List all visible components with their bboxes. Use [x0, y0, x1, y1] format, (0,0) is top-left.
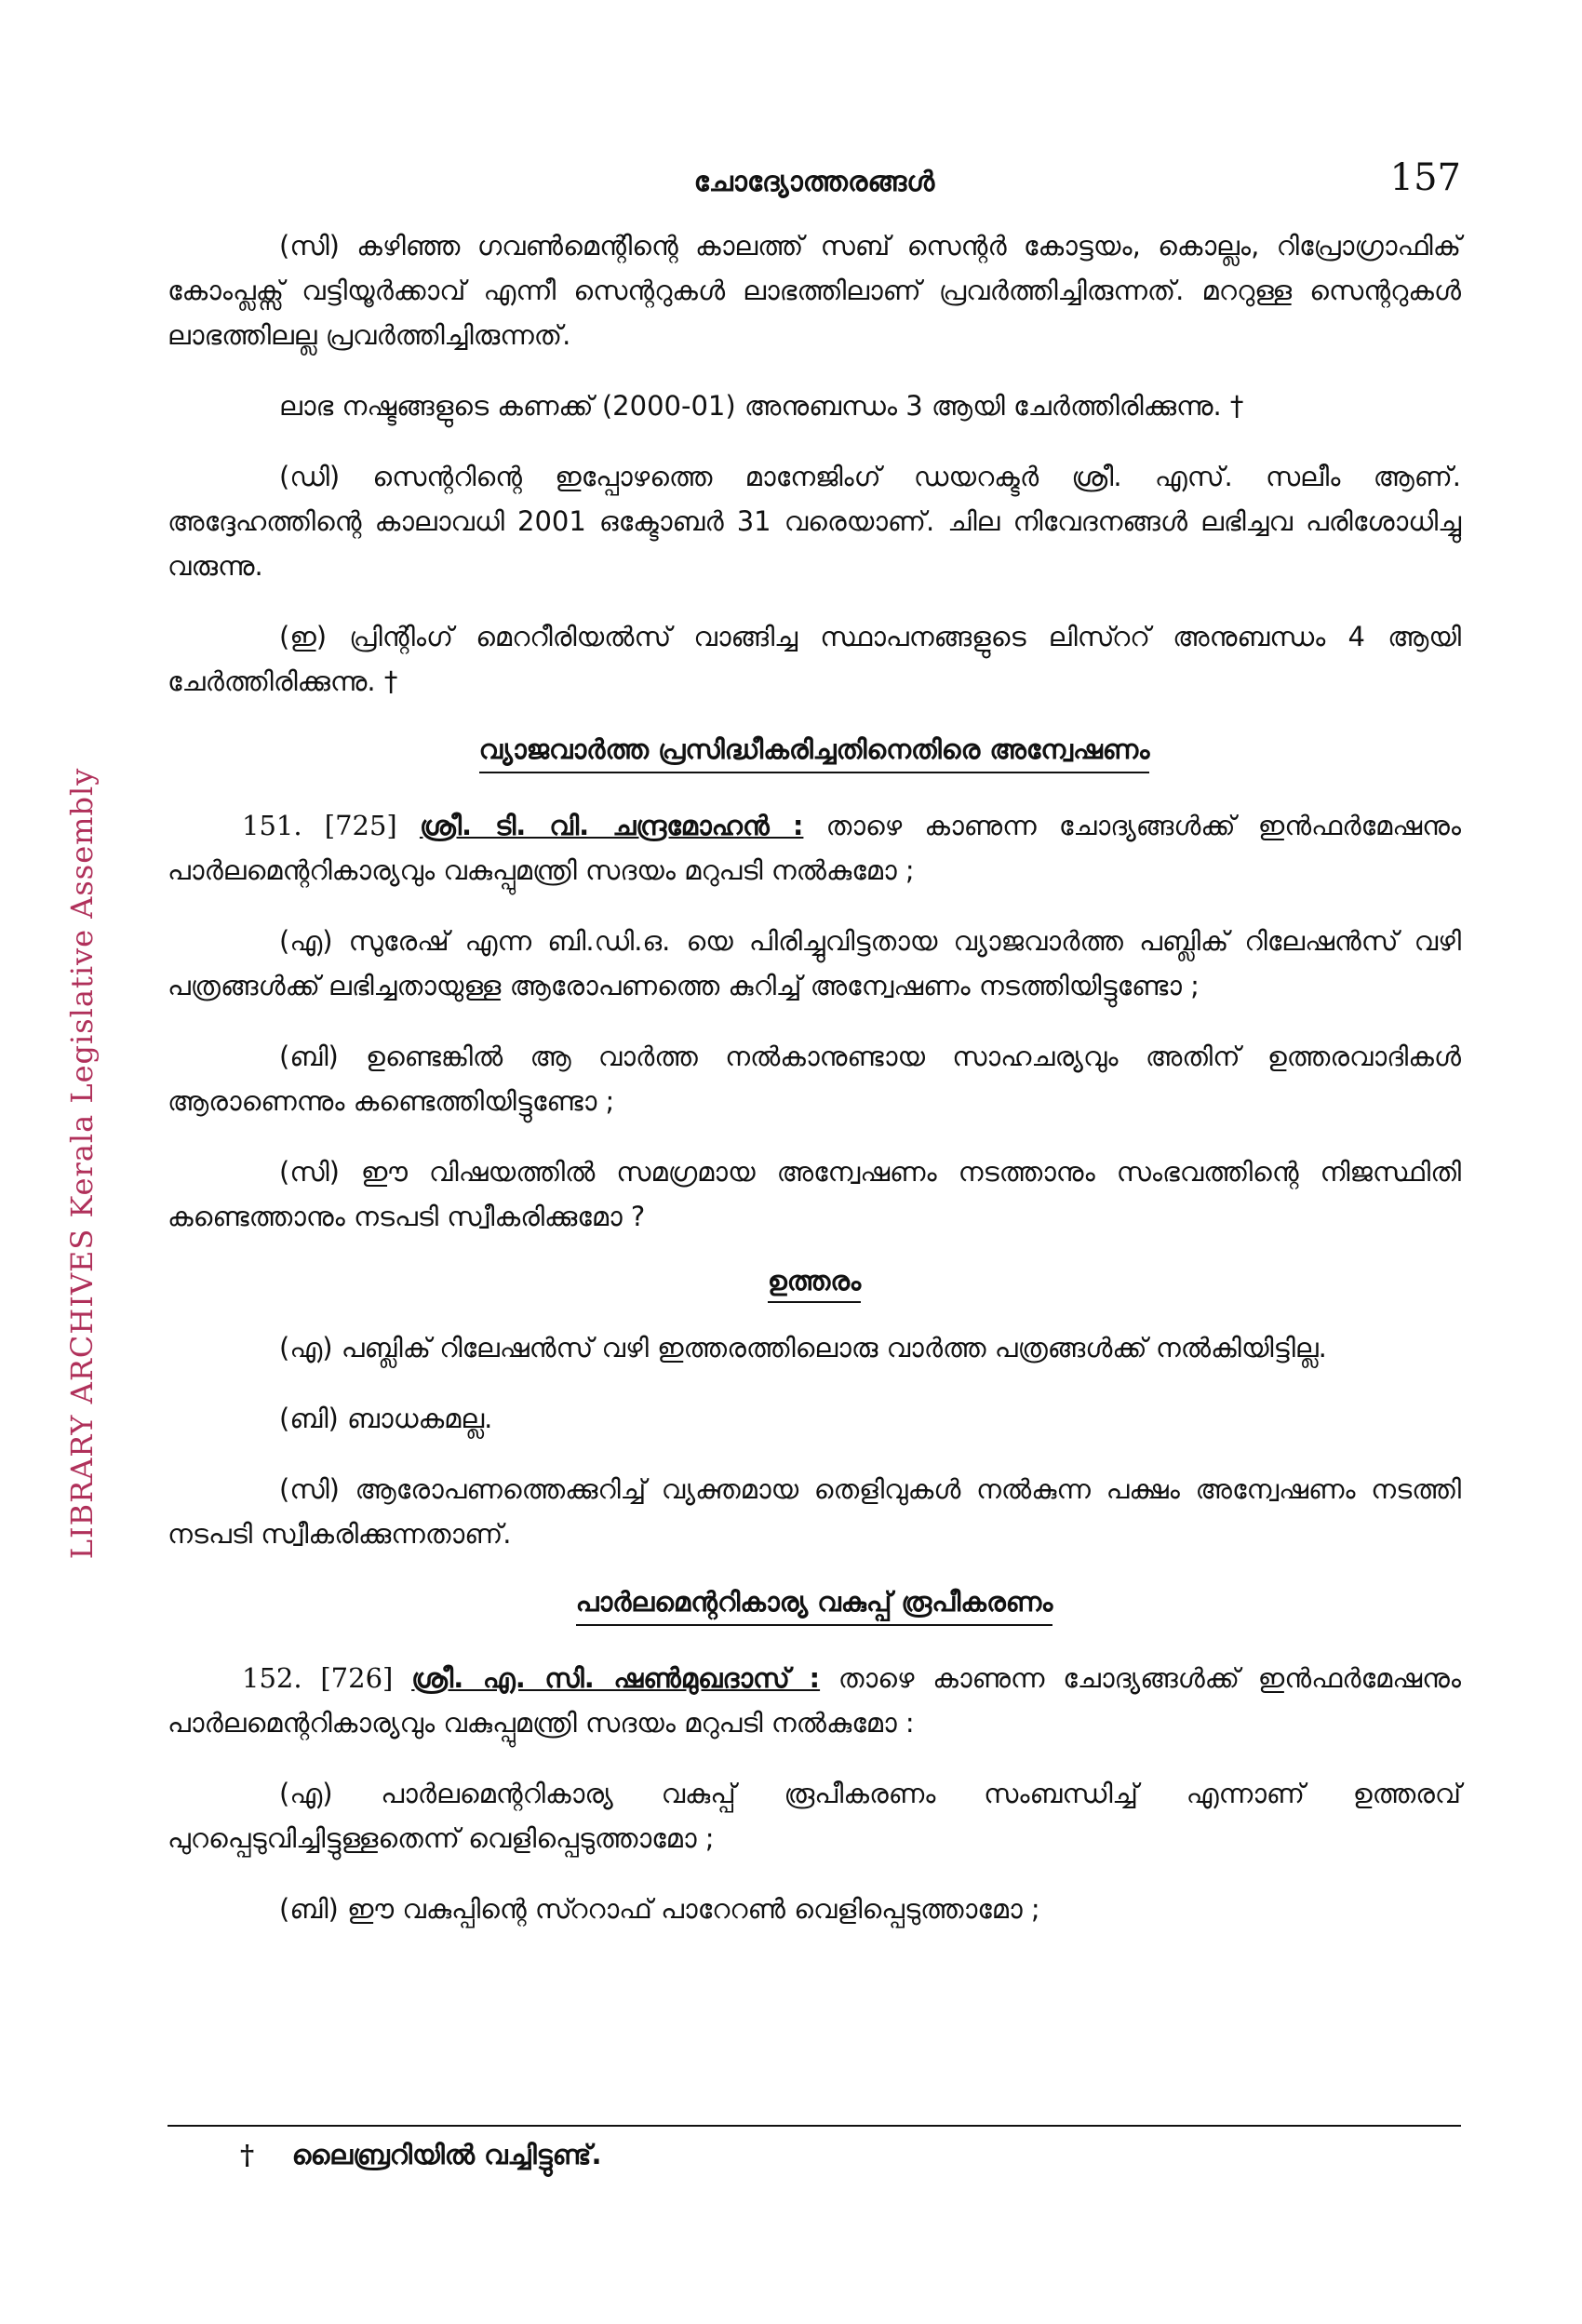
q152-part-a: (എ) പാർലമെന്ററികാര്യ വകുപ്പ് രൂപീകരണം സംബന്ധിച്ച് എന്നാണ് ഉത്തരവ് പുറപ്പെടുവിച്ചിട്ടുള്ളതെന്ന് വെളിപ്പെടുത്താമോ ; — [168, 1778, 1461, 1854]
footnote-divider — [168, 2125, 1461, 2127]
q152-number: 152. — [242, 1662, 302, 1694]
q151-intro — [168, 803, 1461, 893]
footnote-text: ലൈബ്രറിയിൽ വച്ചിട്ടുണ്ട്. — [291, 2139, 602, 2170]
page-number: 157 — [1389, 156, 1461, 199]
q151-number: 151. — [242, 810, 302, 841]
q151-part-c: (സി) ഈ വിഷയത്തിൽ സമഗ്രമായ അന്വേഷണം നടത്താനും സംഭവത്തിന്റെ നിജസ്ഥിതി കണ്ടെത്താനും നടപടി സ്വീകരിക്കുമോ ? — [168, 1156, 1461, 1232]
q152-intro-text: താഴെ കാണുന്ന ചോദ്യങ്ങൾക്ക് ഇൻഫർമേഷനും പാർലമെന്ററികാര്യവും വകുപ്പുമന്ത്രി സദയം മറുപടി നൽകുമോ : — [168, 1662, 1462, 1739]
q152-intro — [168, 1656, 1461, 1745]
q152-member: ശ്രീ. എ. സി. ഷൺമുഖദാസ് : — [411, 1662, 821, 1694]
q152-heading: പാർലമെന്ററികാര്യ വകുപ്പ് രൂപീകരണം — [168, 1586, 1461, 1626]
q151-intro-text: താഴെ കാണുന്ന ചോദ്യങ്ങൾക്ക് ഇൻഫർമേഷനും പാർലമെന്ററികാര്യവും വകുപ്പുമന്ത്രി സദയം മറുപടി നൽകുമോ ; — [168, 810, 1462, 886]
prev-answer-c: (സി) കഴിഞ്ഞ ഗവൺമെന്റിന്റെ കാലത്ത് സബ് സെന്റർ കോട്ടയം, കൊല്ലം, റിപ്രോഗ്രാഫിക് കോംപ്ലക്സ് വട്ടിയൂർക്കാവ് എന്നീ സെന്ററുകൾ ലാഭത്തിലാണ് പ്രവർത്തിച്ചിരുന്നത്. മററുള്ള സെന്ററുകൾ ലാഭത്തിലല്ല പ്രവർത്തിച്ചിരുന്നത്. — [168, 230, 1461, 351]
footnote — [240, 2139, 602, 2171]
q151-heading: വ്യാജവാർത്ത പ്രസിദ്ധീകരിച്ചതിനെതിരെ അന്വേഷണം — [168, 733, 1461, 773]
q151-part-b: (ബി) ഉണ്ടെങ്കിൽ ആ വാർത്ത നൽകാനുണ്ടായ സാഹചര്യവും അതിന് ഉത്തരവാദികൾ ആരാണെന്നും കണ്ടെത്തിയിട്ടുണ്ടോ ; — [168, 1041, 1461, 1117]
q151-answer-c: (സി) ആരോപണത്തെക്കുറിച്ച് വ്യക്തമായ തെളിവുകൾ നൽകുന്ന പക്ഷം അന്വേഷണം നടത്തി നടപടി സ്വീകരിക്കുന്നതാണ്. — [168, 1473, 1461, 1550]
page-content — [168, 223, 1461, 1957]
archive-watermark: LIBRARY ARCHIVES Kerala Legislative Assembly — [64, 767, 100, 1560]
dagger-symbol: † — [240, 2139, 255, 2170]
prev-answer-e: (ഇ) പ്രിന്റിംഗ് മെററീരിയൽസ് വാങ്ങിച്ച സ്ഥാപനങ്ങളുടെ ലിസ്ററ് അനുബന്ധം 4 ആയി ചേർത്തിരിക്കുന്നു. † — [168, 621, 1461, 697]
page-title: ചോദ്യോത്തരങ്ങൾ — [693, 166, 935, 198]
q151-answer-b: (ബി) ബാധകമല്ല. — [279, 1403, 493, 1434]
q151-answer-heading: ഉത്തരം — [168, 1265, 1461, 1303]
q151-part-a: (എ) സുരേഷ് എന്ന ബി.ഡി.ഒ. യെ പിരിച്ചുവിട്ടതായ വ്യാജവാർത്ത പബ്ലിക് റിലേഷൻസ് വഴി പത്രങ്ങൾക്ക് ലഭിച്ചതായുള്ള ആരോപണത്തെ കുറിച്ച് അന്വേഷണം നടത്തിയിട്ടുണ്ടോ ; — [168, 925, 1461, 1001]
prev-answer-d: (ഡി) സെന്ററിന്റെ ഇപ്പോഴത്തെ മാനേജിംഗ് ഡയറക്ടർ ശ്രീ. എസ്. സലീം ആണ്. അദ്ദേഹത്തിന്റെ കാലാവധി 2001 ഒക്ടോബർ 31 വരെയാണ്. ചില നിവേദനങ്ങൾ ലഭിച്ചവ പരിശോധിച്ചു വരുന്നു. — [168, 461, 1461, 582]
prev-answer-c-note: ലാഭ നഷ്ടങ്ങളുടെ കണക്ക് (2000-01) അനുബന്ധം 3 ആയി ചേർത്തിരിക്കുന്നു. † — [279, 390, 1244, 422]
q152-code: [726] — [320, 1662, 394, 1694]
q151-code: [725] — [324, 810, 397, 841]
q151-member: ശ്രീ. ടി. വി. ചന്ദ്രമോഹൻ : — [419, 810, 804, 841]
q151-answer-a: (എ) പബ്ലിക് റിലേഷൻസ് വഴി ഇത്തരത്തിലൊരു വാർത്ത പത്രങ്ങൾക്ക് നൽകിയിട്ടില്ല. — [279, 1332, 1327, 1364]
page-header — [168, 156, 1461, 203]
q152-part-b: (ബി) ഈ വകുപ്പിന്റെ സ്ററാഫ് പാറേറൺ വെളിപ്പെടുത്താമോ ; — [279, 1893, 1040, 1925]
